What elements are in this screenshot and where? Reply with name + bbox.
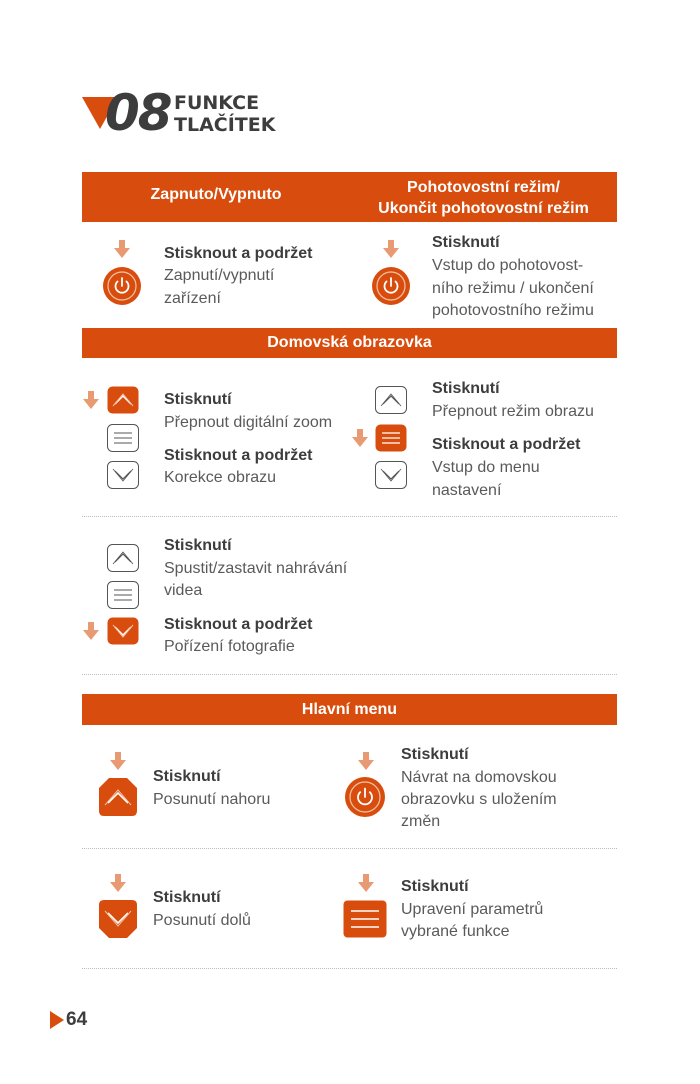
press-arrow-icon (113, 240, 131, 260)
menu-down-action: Stisknutí (153, 889, 221, 906)
menu-button-icon (107, 424, 139, 452)
home-mode-desc: Přepnout režim obrazu (432, 403, 594, 420)
menu-up-action: Stisknutí (153, 768, 221, 785)
menu-button-icon (107, 581, 139, 609)
menu-home-desc-line3: změn (401, 813, 441, 830)
home-photo-desc: Pořízení fotografie (164, 638, 295, 655)
divider (82, 848, 617, 849)
home-menu-action: Stisknout a podržet (432, 436, 581, 453)
menu-home-action: Stisknutí (401, 746, 469, 763)
menu-button-icon (375, 424, 407, 452)
menu-up-desc: Posunutí nahoru (153, 791, 271, 808)
down-button-icon (107, 461, 139, 489)
menu-adjust-action: Stisknutí (401, 878, 469, 895)
up-button-icon (375, 386, 407, 414)
divider (82, 516, 617, 517)
col-header-power: Zapnuto/Vypnuto (150, 186, 282, 203)
menu-adjust-desc-line2: vybrané funkce (401, 923, 510, 940)
menu-home-desc-line1: Návrat na domovskou (401, 769, 557, 786)
power-button-icon (102, 266, 142, 306)
chapter-title-line2: TLAČÍTEK (174, 114, 276, 136)
home-screen-header: Domovská obrazovka (82, 328, 617, 358)
press-arrow-icon (357, 752, 375, 772)
home-video-desc-line1: Spustit/zastavit nahrávání (164, 560, 348, 577)
divider (82, 968, 617, 969)
main-menu-header: Hlavní menu (82, 694, 617, 725)
down-button-icon (97, 898, 139, 940)
standby-action: Stisknutí (432, 234, 500, 251)
press-arrow-icon (357, 874, 375, 894)
power-action: Stisknout a podržet (164, 245, 313, 262)
col-header-standby-line2: Ukončit pohotovostní režim (378, 200, 589, 217)
page-marker-icon (50, 1011, 64, 1029)
down-button-icon (107, 617, 139, 645)
home-video-desc-line2: videa (164, 582, 203, 599)
home-photo-action: Stisknout a podržet (164, 616, 313, 633)
home-menu-desc-line2: nastavení (432, 482, 502, 499)
press-arrow-icon (382, 240, 400, 260)
home-mode-action: Stisknutí (432, 380, 500, 397)
menu-button-icon (343, 900, 387, 938)
press-arrow-icon (351, 429, 369, 449)
up-button-icon (107, 544, 139, 572)
power-desc-line2: zařízení (164, 290, 221, 307)
press-arrow-icon (82, 391, 100, 411)
power-button-icon (344, 776, 386, 818)
home-video-action: Stisknutí (164, 537, 232, 554)
power-button-icon (371, 266, 411, 306)
menu-home-desc-line2: obrazovku s uložením (401, 791, 557, 808)
standby-desc-line2: ního režimu / ukončení (432, 280, 594, 297)
home-menu-desc-line1: Vstup do menu (432, 459, 540, 476)
standby-desc-line1: Vstup do pohotovost- (432, 257, 584, 274)
divider (82, 674, 617, 675)
home-correction-desc: Korekce obrazu (164, 469, 277, 486)
up-button-icon (107, 386, 139, 414)
chapter-title-line1: FUNKCE (174, 92, 260, 114)
home-correction-action: Stisknout a podržet (164, 447, 313, 464)
power-desc-line1: Zapnutí/vypnutí (164, 267, 275, 284)
down-button-icon (375, 461, 407, 489)
home-zoom-desc: Přepnout digitální zoom (164, 414, 333, 431)
standby-desc-line3: pohotovostního režimu (432, 302, 594, 319)
menu-down-desc: Posunutí dolů (153, 912, 251, 929)
chapter-number: 08 (105, 84, 171, 142)
press-arrow-icon (109, 752, 127, 772)
up-button-icon (97, 776, 139, 818)
press-arrow-icon (109, 874, 127, 894)
page-number: 64 (66, 1009, 88, 1030)
home-zoom-action: Stisknutí (164, 391, 232, 408)
press-arrow-icon (82, 622, 100, 642)
col-header-standby-line1: Pohotovostní režim/ (407, 179, 560, 196)
menu-adjust-desc-line1: Upravení parametrů (401, 901, 544, 918)
